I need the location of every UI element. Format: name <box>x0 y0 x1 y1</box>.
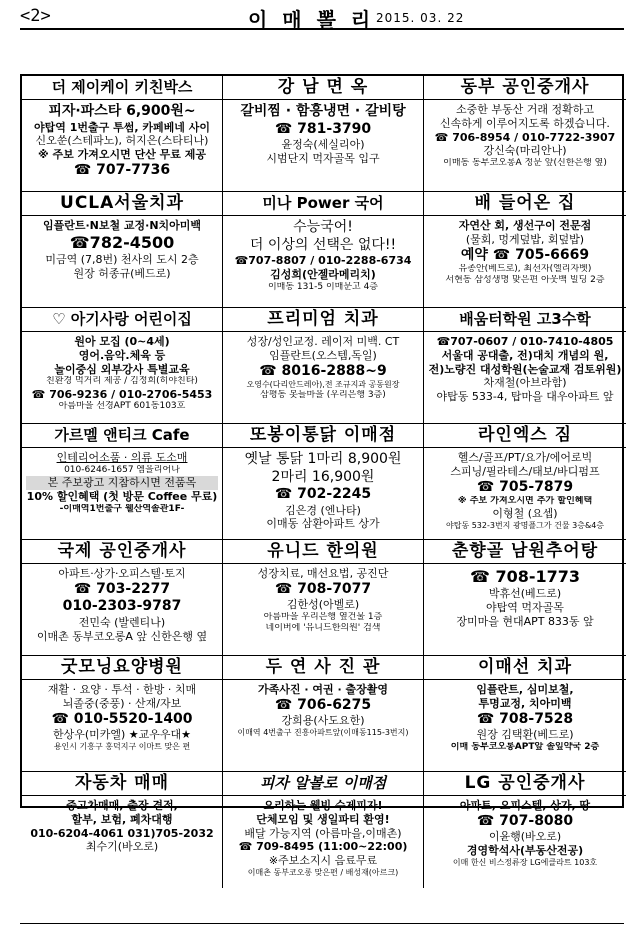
ad-body <box>22 216 222 280</box>
ad-line: 신속하게 이루어지도록 하겠습니다. <box>440 116 610 130</box>
ad-line: 신오쑨(스테파노), 허지은(스타티나) <box>35 134 209 148</box>
ad-title: 가르멜 앤티크 Cafe <box>22 424 222 448</box>
ad-line: 야탑동 533-4, 탑마을 대우아파트 앞 <box>436 390 614 403</box>
ad-box <box>223 656 424 772</box>
ad-title: 피자 알볼로 이매점 <box>223 772 423 796</box>
ad-title: 두 연 사 진 관 <box>223 656 423 680</box>
ad-line: 단체모임 및 생일파티 환영! <box>256 812 390 826</box>
page-header <box>20 4 624 30</box>
ad-line: 2마리 16,900원 <box>271 468 375 485</box>
ad-body <box>22 796 222 854</box>
ad-line: 오영수(다리안드레아),전 조규지과 공동원장 <box>246 380 400 389</box>
ad-title: 굿모닝요양병원 <box>22 656 222 680</box>
ad-line: 배달 가능지역 (아름마을,이매촌) <box>244 826 402 840</box>
ad-line: 스피닝/필라테스/태보/바디펌프 <box>450 464 600 478</box>
newsletter-title: 이 매 뽈 리 <box>248 8 375 32</box>
ad-line: ☎707-8807 / 010-2288-6734 <box>234 254 412 267</box>
ad-line: 윤정숙(세실리아) <box>281 138 365 151</box>
ad-body <box>223 680 423 738</box>
ad-line: 소중한 부동산 거래 정확하고 <box>455 103 594 116</box>
ad-line: 아름마을 선경APT 601동103호 <box>58 401 186 412</box>
issue-date: 2015. 03. 22 <box>376 11 465 25</box>
ad-line: 투명교정, 치아미백 <box>478 696 572 710</box>
ad-line: 한상우(미카엘) ★교우우대★ <box>52 728 192 741</box>
footer-divider <box>20 923 624 924</box>
ad-body <box>424 796 626 868</box>
ad-line: 장미마을 현대APT 833동 앞 <box>456 614 594 628</box>
ad-box <box>424 308 626 424</box>
ad-line: 할부, 보험, 폐차대행 <box>71 812 173 826</box>
ad-box <box>424 656 626 772</box>
ad-line: 원아 모집 (0~4세) <box>74 335 170 348</box>
ad-line: 자연산 회, 생선구이 전문점 <box>458 219 592 232</box>
ad-body <box>22 448 222 515</box>
ad-box <box>22 772 223 888</box>
ad-box <box>424 192 626 308</box>
ad-line: ☎ 705-7879 <box>476 478 574 495</box>
ad-line: 헬스/골프/PT/요가/에어로빅 <box>457 451 593 464</box>
ad-line: 삼평동 봇들마을 (우리은행 3층) <box>260 390 386 400</box>
ad-line: 예약 ☎ 705-6669 <box>460 246 590 263</box>
ad-line: 아파트, 오피스텔, 상가, 땅 <box>459 799 591 812</box>
ad-line: 야탑역 먹자골목 <box>486 600 564 614</box>
ad-line: 서현동 삼성생명 맞은편 아웃백 빌딩 2층 <box>445 275 605 286</box>
ad-box <box>22 540 223 656</box>
ad-line: 미금역 (7,8번) 천사의 도시 2층 <box>45 252 199 266</box>
ad-title: 국제 공인중개사 <box>22 540 222 564</box>
ad-line: 이매 동부코오롱APT앞 솔잎약국 2층 <box>450 741 600 752</box>
ad-line: 요리하는 웰빙 수제피자! <box>263 799 383 812</box>
ad-line: ※ 주보 가져오시면 단산 무료 제공 <box>38 148 206 161</box>
ad-line: 김은경 (엔나타) <box>285 503 361 517</box>
ad-line: 임플란트·N보철 교정·N치아미백 <box>42 219 202 232</box>
ad-title: 프리미엄 치과 <box>223 308 423 332</box>
ad-line: 중고차매매, 출장 견적, <box>66 799 178 812</box>
ad-line: 이매촌 동부코오롱A 앞 신한은행 옆 <box>36 629 208 643</box>
ad-body <box>424 332 626 404</box>
ad-line: 야탑역 1번출구 투썸, 카페베네 사이 <box>34 120 210 134</box>
ad-title: 더 제이케이 키친박스 <box>22 76 222 100</box>
ad-line: -이매역1번출구 웰산역솔관1F- <box>59 503 185 514</box>
ad-line: 이매동 삼환아파트 상가 <box>266 517 380 531</box>
ad-box <box>223 192 424 308</box>
ad-line: 10% 할인혜택 (첫 방문 Coffee 무료) <box>26 489 218 503</box>
ad-body <box>223 216 423 293</box>
ad-line: ☎ 781-3790 <box>274 120 372 137</box>
ad-line: 아파트·상가·오피스텔·토지 <box>58 567 186 580</box>
ad-line: ☎ 706-6275 <box>274 696 372 713</box>
ad-line: 옛날 통닭 1마리 8,900원 <box>244 451 402 467</box>
ad-body <box>424 564 626 628</box>
ad-line: 원장 김택환(베드로) <box>476 728 574 741</box>
ad-title: 미나 Power 국어 <box>223 192 423 216</box>
ad-line: 수능국어! <box>293 219 353 235</box>
ad-box <box>223 76 424 192</box>
ad-body <box>223 564 423 635</box>
ad-line: ☎ 8016-2888~9 <box>259 362 387 379</box>
ad-title: 강 남 면 옥 <box>223 76 423 100</box>
ad-body <box>424 680 626 753</box>
ad-line: 인테리어소품 · 의류 도소매 <box>56 451 188 464</box>
ad-line: 뇌졸중(중풍) · 산재/자보 <box>62 696 182 710</box>
ad-line: 본 주보광고 지참하시면 전품목 <box>26 476 218 490</box>
ad-box <box>424 424 626 540</box>
ad-line: 유종안(베드로), 최선자(엘리자벳) <box>458 264 592 274</box>
ad-line: 010-6204-4061 031)705-2032 <box>30 826 214 840</box>
ad-box <box>223 308 424 424</box>
ad-line: 경영학석사(부동산전공) <box>466 844 584 857</box>
ad-line: 김성희(안젤라메리치) <box>270 267 376 281</box>
ad-line: 가족사진 · 여권 · 출장촬영 <box>258 683 388 696</box>
ad-line: 차재철(아브라함) <box>483 376 567 390</box>
ad-line: 성장/성인교정. 레이저 미백. CT <box>246 335 400 348</box>
ad-title: UCLA서울치과 <box>22 192 222 216</box>
ad-line: 재활 · 요양 · 투석 · 한방 · 치매 <box>47 683 197 696</box>
ad-line: ☎ 707-8080 <box>476 812 574 829</box>
ad-line: 더 이상의 선택은 없다!! <box>249 236 397 253</box>
ad-line: 강신숙(마리안나) <box>483 144 567 158</box>
ad-box <box>22 308 223 424</box>
ad-line: 전민숙 (발렌티나) <box>78 615 166 629</box>
ad-line: 임플란트(오스템,독일) <box>269 348 377 362</box>
ad-title: 이매선 치과 <box>424 656 626 680</box>
ad-line: 이매역 4번출구 진흥아파트앞(이매동115-3번지) <box>237 728 409 737</box>
ad-box <box>223 424 424 540</box>
ad-line: ☎ 709-8495 (11:00~22:00) <box>238 840 408 854</box>
ad-line: ☎ 708-7077 <box>274 580 372 597</box>
ad-line: ☎ 707-7736 <box>73 161 171 178</box>
ad-title: 유니드 한의원 <box>223 540 423 564</box>
ad-line: 박휴선(베드로) <box>488 587 562 600</box>
ad-line: 이매촌 동부코오롱 맞은편 / 배성재(아르크) <box>247 867 399 877</box>
ad-line: ☎ 706-9236 / 010-2706-5453 <box>31 387 213 401</box>
ad-body <box>22 100 222 179</box>
ad-line: 성장치료, 매선요법, 공진단 <box>257 567 389 580</box>
ad-box <box>424 772 626 888</box>
ad-line: 시범단지 먹자골목 입구 <box>266 151 380 165</box>
ad-line: 전)노량진 대성학원(논술교재 검토위원) <box>428 362 622 376</box>
ad-title: 또봉이통닭 이매점 <box>223 424 423 448</box>
ad-box <box>223 540 424 656</box>
ad-line: 010-6246-1657 엠을리어나 <box>64 464 180 475</box>
ad-line: 용인시 기흥구 홍덕지구 이마트 맞은 편 <box>53 741 191 751</box>
ad-title: 라인엑스 짐 <box>424 424 626 448</box>
ad-line: 이매 한신 비스정류장 LG에클라트 103호 <box>452 857 598 867</box>
ad-title: 자동차 매매 <box>22 772 222 796</box>
ad-title: 춘향골 남원추어탕 <box>424 540 626 564</box>
ad-title: 동부 공인중개사 <box>424 76 626 100</box>
ad-line: 최수기(바오로) <box>85 840 159 854</box>
ad-line: ☎707-0607 / 010-7410-4805 <box>436 335 614 348</box>
ad-line: 이매동 131-5 이매문고 4층 <box>267 281 378 292</box>
ad-body <box>223 100 423 166</box>
ad-box <box>22 424 223 540</box>
ad-line: 이매동 동부코오롱A 정문 앞(신한은행 옆) <box>443 158 607 168</box>
ad-line: ☎782-4500 <box>69 232 175 252</box>
ad-line: ☎ 708-1773 <box>469 567 581 586</box>
ad-line: ☎ 708-7528 <box>476 710 574 727</box>
ad-line: 피자·파스타 6,900원~ <box>48 103 196 119</box>
ad-line: ☎ 702-2245 <box>274 486 372 502</box>
ad-body <box>223 448 423 531</box>
ad-box <box>22 656 223 772</box>
ad-body <box>424 448 626 531</box>
ad-line: 이윤행(바오로) <box>488 830 562 844</box>
ad-line: 서울대 공대출, 전)대치 개념의 원, <box>441 348 609 362</box>
ad-title: 배 들어온 집 <box>424 192 626 216</box>
ad-line: ☎ 706-8954 / 010-7722-3907 <box>434 130 616 144</box>
ad-body <box>22 332 222 413</box>
ad-box <box>22 192 223 308</box>
ad-body <box>424 100 626 169</box>
ad-line: 강희용(사도요한) <box>281 714 365 728</box>
ad-line: 놀이중심 외부강사 특별교육 <box>54 362 190 376</box>
ad-title: 배움터학원 고3수학 <box>424 308 626 332</box>
ad-line: 김한성(아벨로) <box>286 598 360 612</box>
ad-line: 아름마을 우리은행 옆건물 1층 <box>263 612 383 622</box>
ad-line: 갈비찜 · 함흥냉면 · 갈비탕 <box>240 103 406 119</box>
ad-line: ※ 주보 가져오시면 추가 할인혜택 <box>457 496 593 506</box>
ad-line: 010-2303-9787 <box>62 598 182 615</box>
ad-body <box>22 564 222 643</box>
page-number: <2> <box>20 6 51 26</box>
ad-line: 친환경 먹거리 제공 / 김정희(히야친타) <box>46 376 198 387</box>
ad-line: 야탑동 532-3번지 광명플그가 건물 3층&4층 <box>445 521 605 530</box>
ad-line: 이형철 (요셉) <box>492 507 558 521</box>
ad-body <box>22 680 222 752</box>
ad-body <box>223 332 423 401</box>
ad-body <box>223 796 423 878</box>
ad-box <box>424 76 626 192</box>
ad-line: 원장 허종규(베드로) <box>73 266 171 280</box>
ad-body <box>424 216 626 287</box>
ad-line: ※주보소지시 음료무료 <box>268 854 378 867</box>
ad-line: 임플란트, 심미보철, <box>476 683 574 696</box>
ad-box <box>223 772 424 888</box>
ad-line: (물회, 멍게덮밥, 회덮밥) <box>465 232 585 246</box>
ad-line: ☎ 010-5520-1400 <box>51 710 193 727</box>
ad-line: 영어.음악.체육 등 <box>78 348 166 362</box>
ad-line: 네이버에 '유니드한의원' 검색 <box>265 623 381 634</box>
ad-grid <box>20 74 624 877</box>
ad-title: ♡ 아기사랑 어린이집 <box>22 308 222 332</box>
ad-line: ☎ 703-2277 <box>73 580 171 597</box>
ad-box <box>22 76 223 192</box>
ad-box <box>424 540 626 656</box>
ad-title: LG 공인중개사 <box>424 772 626 796</box>
